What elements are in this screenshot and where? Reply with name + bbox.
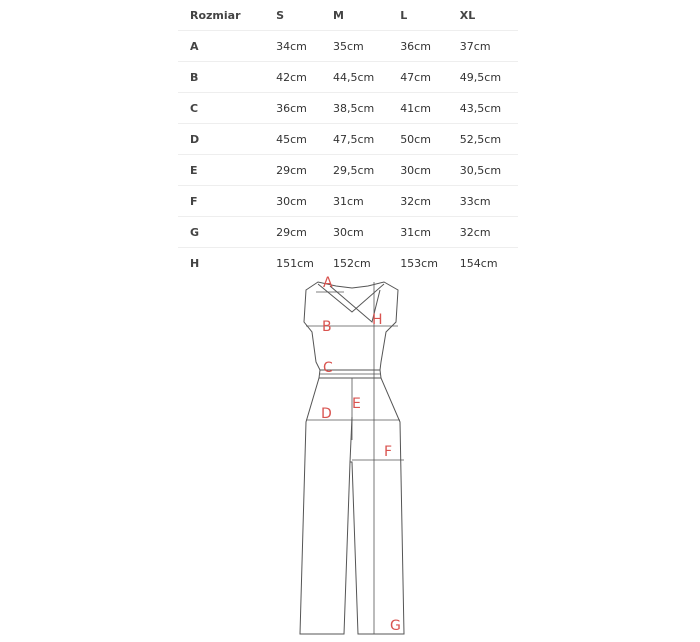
cell-s: 29cm	[276, 155, 333, 186]
cell-l: 41cm	[400, 93, 460, 124]
header-xl: XL	[460, 0, 518, 31]
cell-l: 32cm	[400, 186, 460, 217]
cell-xl: 43,5cm	[460, 93, 518, 124]
row-label: B	[178, 62, 276, 93]
cell-m: 152cm	[333, 256, 371, 270]
cell-l: 50cm	[400, 124, 460, 155]
cell-s: 42cm	[276, 62, 333, 93]
row-label: G	[178, 217, 276, 248]
label-h: H	[372, 312, 383, 328]
row-label: E	[178, 155, 276, 186]
jumpsuit-diagram	[0, 262, 700, 642]
label-g: G	[390, 618, 401, 634]
label-a: A	[323, 275, 333, 291]
cell-xl: 154cm	[459, 256, 498, 270]
cell-m: 38,5cm	[333, 93, 400, 124]
label-b: B	[322, 319, 332, 335]
table-row	[178, 62, 518, 93]
row-label: C	[178, 93, 276, 124]
cell-xl: 30,5cm	[460, 155, 518, 186]
header-m: M	[333, 0, 400, 31]
header-s: S	[276, 0, 333, 31]
row-label: F	[178, 186, 276, 217]
cell-m: 29,5cm	[333, 155, 400, 186]
label-c: C	[323, 360, 333, 376]
cell-l: 36cm	[400, 31, 460, 62]
cell-s: 29cm	[276, 217, 333, 248]
cell-xl: 52,5cm	[460, 124, 518, 155]
header-size: Rozmiar	[178, 0, 276, 31]
cell-s: 151cm	[276, 256, 314, 270]
table-row	[178, 31, 518, 62]
cell-xl: 33cm	[460, 186, 518, 217]
cell-m: 44,5cm	[333, 62, 400, 93]
cell-l: 47cm	[400, 62, 460, 93]
cell-xl: 32cm	[460, 217, 518, 248]
label-d: D	[321, 406, 332, 422]
table-row	[178, 186, 518, 217]
cell-s: 30cm	[276, 186, 333, 217]
cell-l: 30cm	[400, 155, 460, 186]
label-f: F	[384, 444, 393, 460]
cell-m: 30cm	[333, 217, 400, 248]
header-l: L	[400, 0, 460, 31]
table-row	[178, 93, 518, 124]
row-label: D	[178, 124, 276, 155]
cell-l: 153cm	[400, 256, 438, 270]
cell-m: 35cm	[333, 31, 400, 62]
cell-s: 36cm	[276, 93, 333, 124]
cell-s: 45cm	[276, 124, 333, 155]
cell-l: 31cm	[400, 217, 460, 248]
cell-s: 34cm	[276, 31, 333, 62]
cell-m: 31cm	[333, 186, 400, 217]
row-label: H	[190, 256, 200, 270]
cell-xl: 49,5cm	[460, 62, 518, 93]
row-label: A	[178, 31, 276, 62]
cell-xl: 37cm	[460, 31, 518, 62]
table-row	[178, 217, 518, 248]
table-header-row	[178, 0, 518, 31]
size-table	[178, 0, 518, 278]
table-row	[178, 124, 518, 155]
cell-m: 47,5cm	[333, 124, 400, 155]
table-row	[178, 155, 518, 186]
label-e: E	[352, 396, 361, 412]
